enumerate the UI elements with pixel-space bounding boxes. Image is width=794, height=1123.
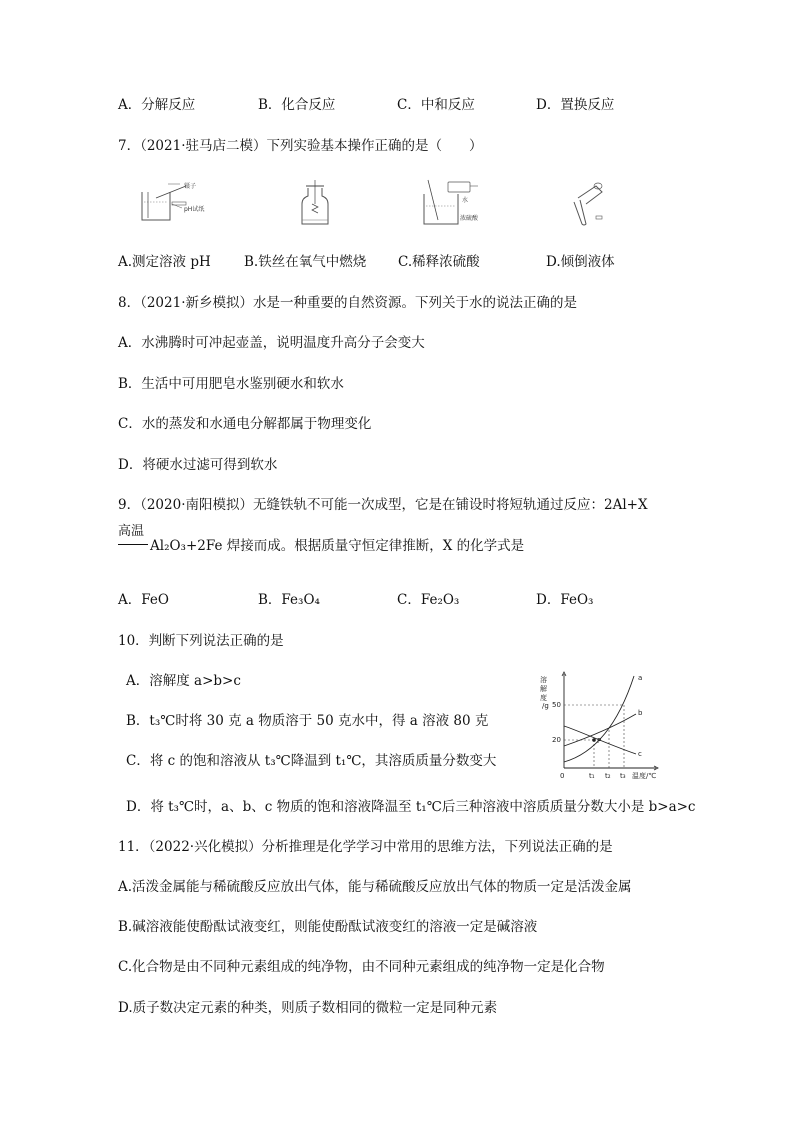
graph-origin: 0 [560, 772, 565, 780]
graph-ylabel-3: 度 [540, 694, 547, 702]
q6-option-c: C．中和反应 [397, 97, 475, 113]
q10-stem: 10．判断下列说法正确的是 [118, 633, 284, 649]
q7-option-a: A.测定溶液 pH [118, 254, 211, 270]
q10-option-a: A．溶解度 a>b>c [126, 673, 241, 689]
q10-option-b: B．t₃℃时将 30 克 a 物质溶于 50 克水中，得 a 溶液 80 克 [126, 713, 489, 729]
q11-option-a: A.活泼金属能与稀硫酸反应放出气体，能与稀硫酸反应放出气体的物质一定是活泼金属 [118, 879, 632, 895]
q11-stem: 11．（2022·兴化模拟）分析推理是化学学习中常用的思维方法，下列说法正确的是 [118, 839, 613, 855]
graph-ytick-20: 20 [552, 736, 561, 744]
graph-curve-a-label: a [638, 674, 643, 682]
q8-option-b: B．生活中可用肥皂水鉴别硬水和软水 [118, 376, 344, 392]
q9-reaction-arrow [118, 544, 148, 545]
q7-option-d: D.倾倒液体 [546, 254, 615, 270]
graph-curve-c-label: c [638, 750, 642, 758]
q9-option-b: B．Fe₃O₄ [258, 592, 320, 608]
graph-ylabel-1: 溶 [540, 676, 547, 684]
graph-xtick-t1: t₁ [589, 772, 595, 780]
q7-stem: 7．（2021·驻马店二模）下列实验基本操作正确的是（ ） [118, 138, 483, 154]
q6-option-d: D．置换反应 [536, 97, 615, 113]
q6-option-a: A．分解反应 [118, 97, 196, 113]
figure-iron-wire-bottle [296, 178, 336, 228]
q9-option-a: A．FeO [118, 592, 169, 608]
fig-c-label-acid: 浓硫酸 [460, 215, 479, 222]
graph-point-label: P [597, 737, 602, 745]
graph-ytick-50: 50 [552, 701, 561, 709]
q8-option-c: C．水的蒸发和水通电分解都属于物理变化 [118, 416, 372, 432]
q11-option-c: C.化合物是由不同种元素组成的纯净物，由不同种元素组成的纯净物一定是化合物 [118, 959, 605, 975]
q8-stem: 8．（2021·新乡模拟）水是一种重要的自然资源。下列关于水的说法正确的是 [118, 295, 577, 311]
figure-ph-test [134, 178, 214, 226]
graph-ylabel-4: /g [542, 702, 549, 710]
fig-a-label-ph-paper: pH试纸 [184, 206, 205, 213]
graph-ylabel-2: 解 [540, 685, 547, 693]
point-p [592, 738, 596, 742]
q10-option-c: C．将 c 的饱和溶液从 t₃℃降温到 t₁℃，其溶质质量分数变大 [126, 753, 497, 769]
q10-option-d: D．将 t₃℃时，a、b、c 物质的饱和溶液降温至 t₁℃后三种溶液中溶质质量分数大小是 b>a>c [126, 799, 696, 815]
q9-option-d: D．FeO₃ [536, 592, 594, 608]
figure-dilute-acid [418, 176, 494, 228]
graph-xlabel: 温度/℃ [632, 772, 657, 780]
q9-stem-line2: Al₂O₃+2Fe 焊接而成。根据质量守恒定律推断，X 的化学式是 [150, 538, 525, 554]
q7-option-c: C.稀释浓硫酸 [398, 254, 480, 270]
q6-option-b: B．化合反应 [258, 97, 336, 113]
fig-a-label-tweezers: 镊子 [184, 183, 197, 190]
q9-stem-line1: 9．（2020·南阳模拟）无缝铁轨不可能一次成型，它是在铺设时将短轨通过反应：2Al+X [118, 497, 648, 513]
figure-pour-liquid [560, 180, 610, 228]
graph-xtick-t3: t₃ [620, 772, 626, 780]
q8-option-a: A．水沸腾时可冲起壶盖，说明温度升高分子会变大 [118, 335, 425, 351]
q11-option-d: D.质子数决定元素的种类，则质子数相同的微粒一定是同种元素 [118, 1000, 498, 1016]
fig-c-label-water: 水 [462, 197, 469, 204]
graph-xtick-t2: t₂ [605, 772, 611, 780]
solubility-graph [532, 668, 662, 784]
q9-reaction-condition: 高温 [118, 524, 145, 539]
graph-curve-b-label: b [638, 709, 643, 717]
q11-option-b: B.碱溶液能使酚酞试液变红，则能使酚酞试液变红的溶液一定是碱溶液 [118, 919, 538, 935]
q9-option-c: C．Fe₂O₃ [397, 592, 460, 608]
q8-option-d: D．将硬水过滤可得到软水 [118, 457, 278, 473]
q7-option-b: B.铁丝在氧气中燃烧 [244, 254, 367, 270]
